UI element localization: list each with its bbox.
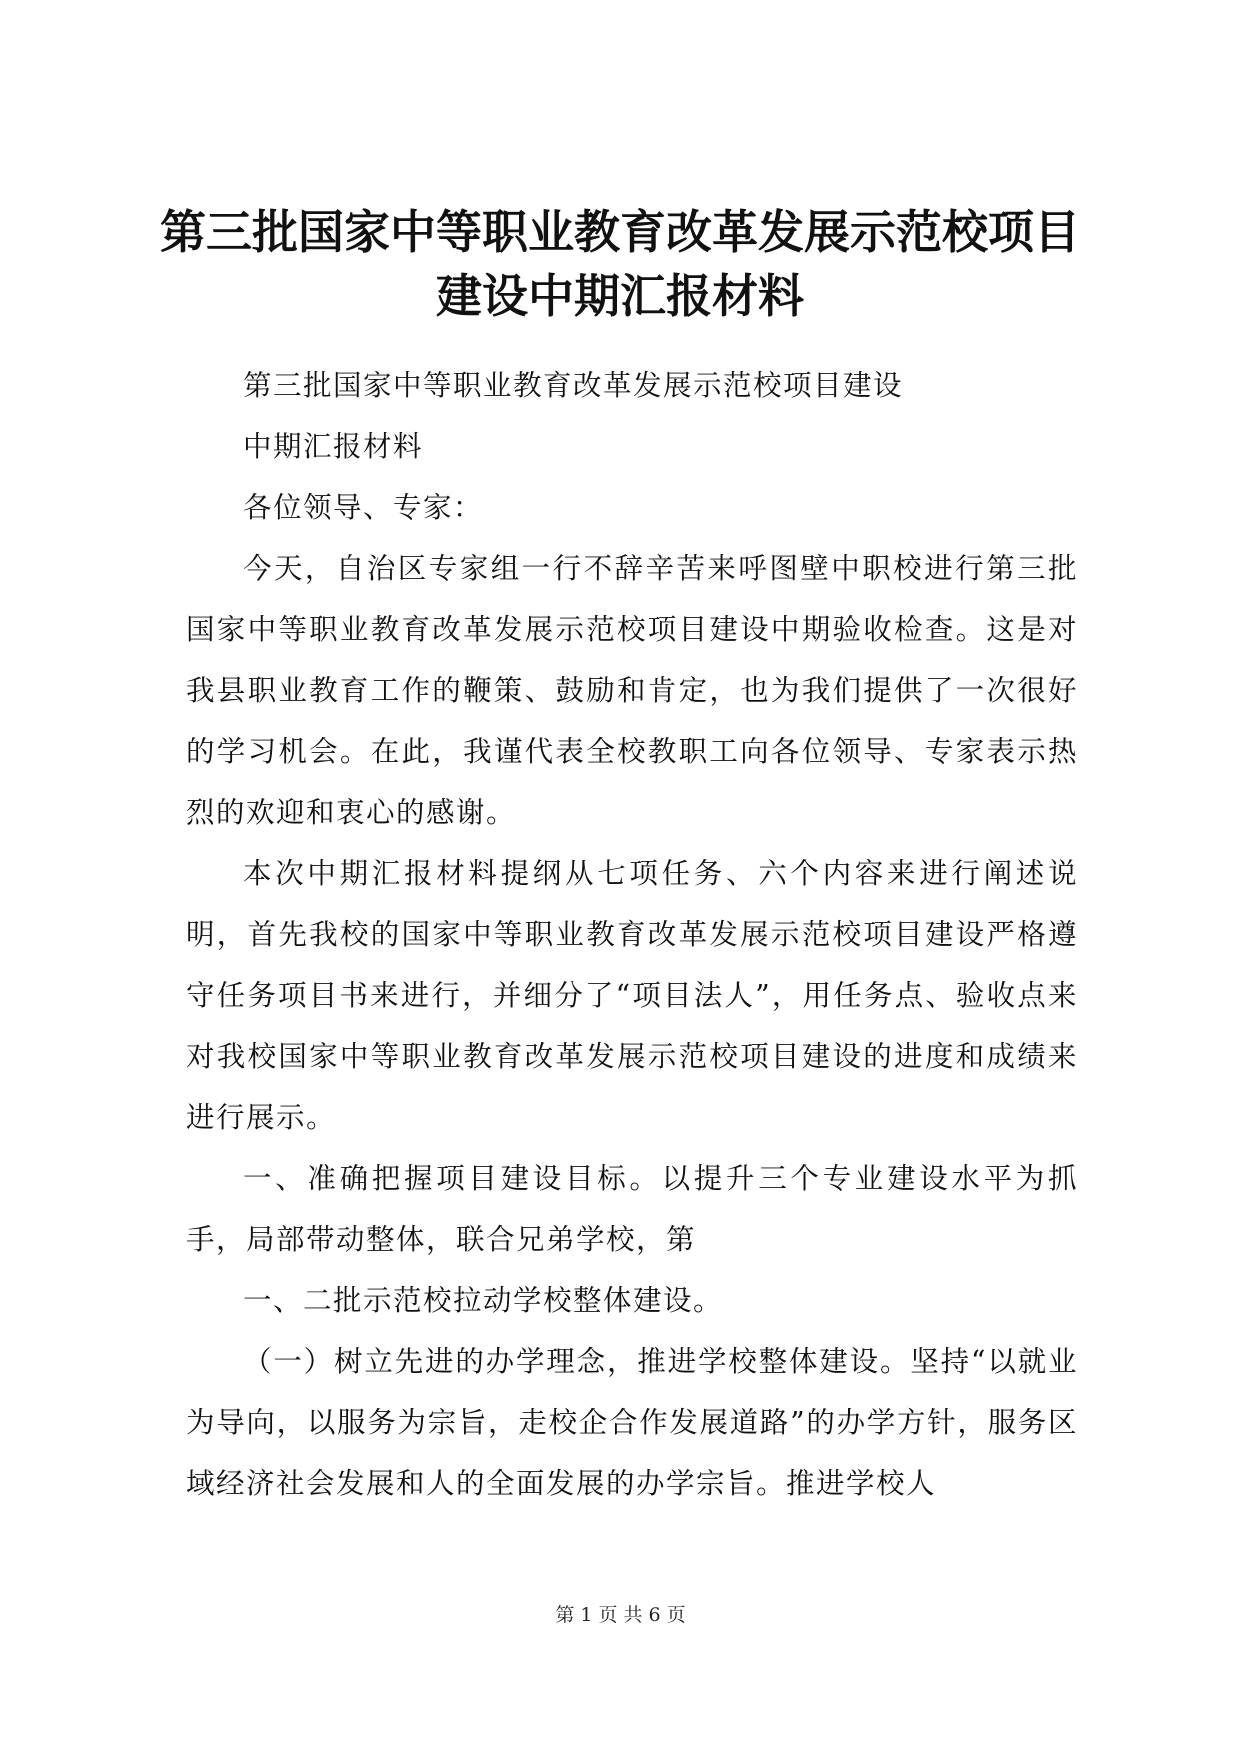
document-body — [186, 355, 1078, 1514]
paragraph-intro: 今天，自治区专家组一行不辞辛苦来呼图壁中职校进行第三批国家中等职业教育改革发展示范校项目建设中期验收检查。这是对我县职业教育工作的鞭策、鼓励和肯定，也为我们提供了一次很好的学习机会。在此，我谨代表全校教职工向各位领导、专家表示热烈的欢迎和衷心的感谢。 — [186, 552, 1078, 829]
document-title-line-2: 建设中期汇报材料 — [436, 269, 804, 323]
page-footer: 第 1 页 共 6 页 — [555, 1604, 686, 1626]
paragraph-subsection-1: （一）树立先进的办学理念，推进学校整体建设。坚持“以就业为导向，以服务为宗旨，走校企合作发展道路”的办学方针，服务区域经济社会发展和人的全面发展的办学宗旨。推进学校人 — [186, 1345, 1078, 1500]
paragraph-subtitle-1: 第三批国家中等职业教育改革发展示范校项目建设 — [243, 369, 904, 402]
paragraph-salutation: 各位领导、专家： — [243, 491, 484, 524]
document-title-line-1: 第三批国家中等职业教育改革发展示范校项目 — [160, 205, 1080, 259]
paragraph-section-1: 一、准确把握项目建设目标。以提升三个专业建设水平为抓手，局部带动整体，联合兄弟学校，第 — [186, 1162, 1078, 1256]
document-title — [140, 200, 1100, 328]
paragraph-section-1-cont: 一、二批示范校拉动学校整体建设。 — [243, 1284, 724, 1317]
paragraph-outline: 本次中期汇报材料提纲从七项任务、六个内容来进行阐述说明，首先我校的国家中等职业教育改革发展示范校项目建设严格遵守任务项目书来进行，并细分了“项目法人”，用任务点、验收点来对我校国家中等职业教育改革发展示范校项目建设的进度和成绩来进行展示。 — [186, 857, 1078, 1134]
paragraph-subtitle-2: 中期汇报材料 — [243, 430, 424, 463]
